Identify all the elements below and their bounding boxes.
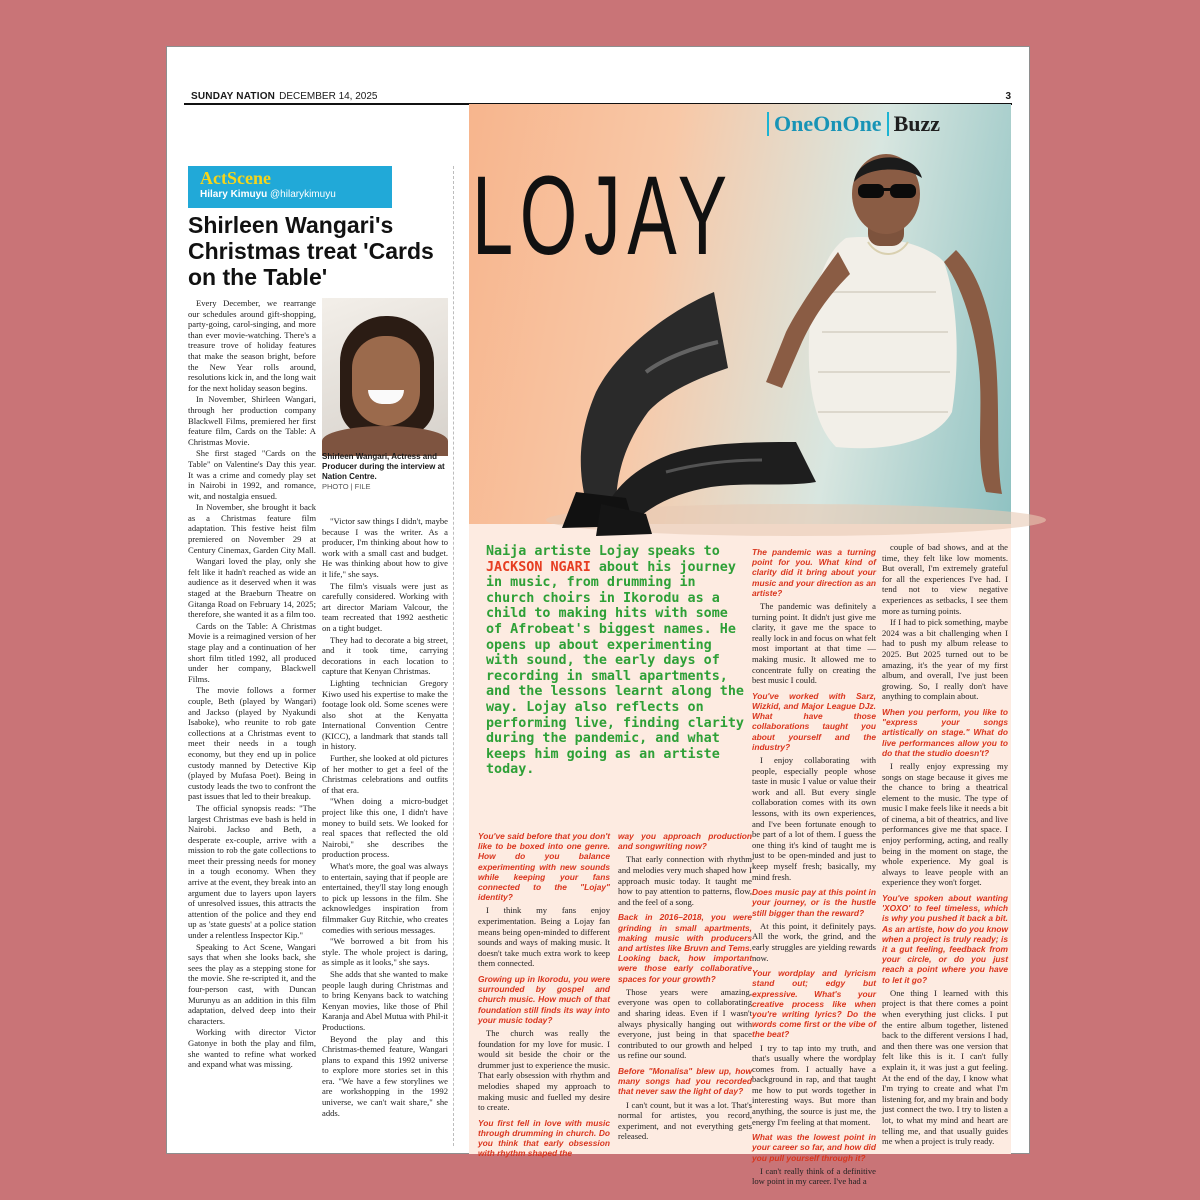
- actscene-label: [188, 166, 392, 208]
- artist-name: LOJAY: [472, 153, 734, 278]
- section-buzz: Buzz: [893, 111, 941, 136]
- interview-question: You've spoken about wanting 'XOXO' to feel timeless, which is why you pushed it back a bit. As an artiste, how do you know when a project is truly ready; is it a gut feeling, feedback from your circle, or do you just reach a point where you have to let it go?: [882, 893, 1008, 985]
- interview-answer: At this point, it definitely pays. All the work, the grind, and the early struggles are yielding rewards now.: [752, 920, 876, 963]
- interview-answer: I can't count, but it was a lot. That's normal for artistes, you record, experiment, and not everything gets released.: [618, 1099, 752, 1142]
- interview-question: Growing up in Ikorodu, you were surrounded by gospel and church music. How much of that foundation still finds its way into your music today?: [478, 973, 610, 1025]
- interview-question: Before "Monalisa" blew up, how many songs had you recorded that never saw the light of day?: [618, 1065, 752, 1097]
- interview-question: Back in 2016–2018, you were grinding in small apartments, making music with producers and artistes like Bruvn and Tems. Looking back, how important were those early collaborative spaces for your growth?: [618, 912, 752, 984]
- photo-credit: PHOTO | FILE: [322, 482, 371, 491]
- standfirst: [486, 544, 744, 778]
- photo-caption-block: [322, 452, 452, 492]
- section-label: ActScene: [200, 168, 271, 188]
- story-paragraph: In November, Shirleen Wangari, through her production company Blackwell Films, premiered her first feature film, Cards on the Table: A Christmas Movie.: [188, 394, 316, 447]
- page-number: 3: [1005, 91, 1011, 102]
- left-story-column-2: [322, 516, 448, 1150]
- story-paragraph: She first staged "Cards on the Table" on Valentine's Day this year. It was a crime and comedy play set in Nairobi in 1992, and romance, wit, and nostalgia ensued.: [188, 448, 316, 501]
- story-paragraph: The film's visuals were just as carefully considered. Working with art director Mariam Valcour, the team recreated that 1992 aesthetic on a tight budget.: [322, 580, 448, 633]
- interviewer-name: JACKSON NGARI: [486, 559, 591, 575]
- story-paragraph: The official synopsis reads: "The largest Christmas eve bash is held in Nairobi. Jackso and Beth, a desperate ex-couple, arrive with a mission to rob the gate collections to meet their pressing needs for money in a tough economy. When they arrive at the event, they break into an argument due to layers upon layers of unresolved issues, this attracts the attention of the police and they end up as 'state guests' at a police station under a relentless Inspector Kip.": [188, 802, 316, 941]
- story-paragraph: Working with director Victor Gatonye in both the play and film, she wanted to refine what worked and expand what was missing.: [188, 1027, 316, 1070]
- interview-answer: I really enjoy expressing my songs on stage because it gives me the chance to bring a theatrical element to the music. The type of music I make feels like it needs a bit of cinema, a bit of theatrics, and live performances give me that space. I enjoy performing, acting, and really being in the moment on stage, the whole experience. My goal is always to leave people with an experience they won't forget.: [882, 760, 1008, 888]
- story-paragraph: The movie follows a former couple, Beth (played by Wangari) and Jackso (played by Nyakundi Isaboke), who reunite to rob gate collections at a Christmas event to meet their needs in a tough economy, but they end up in police custody manned by Detective Kip (played by Mufasa Poet). Being in custody leads the two to confront the past issues that led to their breakup.: [188, 685, 316, 802]
- story-paragraph: She adds that she wanted to make people laugh during Christmas and to bring Kenyans back to watching Kenyan movies, like those of Phil Karanja and Abel Mutua with Phil-it Productions.: [322, 968, 448, 1032]
- feature-column-3: [752, 542, 876, 1187]
- interview-question: When you perform, you like to "express your songs artistically on stage." What do live performances allow you to do that the studio doesn't?: [882, 706, 1008, 758]
- interview-answer: The pandemic was definitely a turning point. It didn't just give me clarity, it gave me the space to really lock in and focus on what felt most important at that time — making music. It allowed me to concentrate fully on creating the best music I could.: [752, 601, 876, 686]
- publication-date: DECEMBER 14, 2025: [279, 91, 378, 102]
- story-paragraph: "Victor saw things I didn't, maybe because I was the writer. As a producer, I'm thinking about how to work with a small cast and budget. He was thinking about how to give it life," she says.: [322, 516, 448, 579]
- section-brand: [762, 108, 940, 140]
- author-handle: @hilarykimuyu: [270, 189, 336, 200]
- column-divider: [453, 166, 454, 1146]
- story-paragraph: What's more, the goal was always to entertain, saying that if people are entertained, they'll stay long enough to pick up lessons in the film. She acknowledges inspiration from filmmaker Guy Ritchie, who creates comedies with serious messages.: [322, 861, 448, 935]
- story-paragraph: Every December, we rearrange our schedules around gift-shopping, party-going, carol-singing, and more than ever movie-watching. There's a treasure trove of holiday features that make the season bright, before the New Year rolls around, resolutions kick in, and the long wait for the next holiday season begins.: [188, 298, 316, 393]
- artist-photo: [466, 142, 1012, 542]
- interview-answer: That early connection with rhythm and melodies very much shaped how I approach music today. It taught me how to pay attention to patterns, flow, and the feel of a song.: [618, 854, 752, 907]
- story-paragraph: In November, she brought it back as a Christmas feature film adaptation. This festive heist film premiered on November 29 at Century Cinemax, Garden City Mall.: [188, 502, 316, 555]
- interview-question: The pandemic was a turning point for you. What kind of clarity did it bring about your music and your direction as an artiste?: [752, 547, 876, 598]
- left-headline: Shirleen Wangari's Christmas treat 'Cards on the Table': [188, 212, 434, 290]
- story-paragraph: Further, she looked at old pictures of her mother to get a feel of the Christmas celebrations and outfits of that era.: [322, 753, 448, 795]
- publication-name: SUNDAY NATION: [191, 91, 276, 102]
- feature-column-4: [882, 542, 1008, 1150]
- interview-question: You've said before that you don't like to be boxed into one genre. How do you balance experimenting with new sounds while keeping your fans connected to the "Lojay" identity?: [478, 831, 610, 903]
- interview-answer: The church was really the foundation for my love for music. I would sit beside the choir or the drummer just to experience the music. That early obsession with rhythm and melodies shaped my approach to making music and fuelled my desire to create.: [478, 1028, 610, 1113]
- standfirst-body: about his journey in music, from drumming in church choirs in Ikorodu as a child to making hits with some of Afrobeat's biggest names. He opens up about experimenting with sound, the early days of recording in small apartments, and the lessons learnt along the way. Lojay also reflects on performing live, finding clarity during the pandemic, and what keeps him going as an artiste today.: [486, 559, 744, 778]
- section-oneonone: OneOnOne: [774, 111, 882, 136]
- portrait-photo: [322, 298, 448, 448]
- interview-answer: couple of bad shows, and at the time, they felt like low moments. But overall, I'm extremely grateful for all the experiences I've had. I tend not to view negative experiences as setbacks, I see them more as turning points.: [882, 542, 1008, 616]
- byline: [200, 187, 382, 203]
- interview-question: What was the lowest point in your career so far, and how did you pull yourself through it?: [752, 1132, 876, 1163]
- interview-answer: I can't really think of a definitive low point in my career. I've had a: [752, 1165, 876, 1187]
- interview-answer: I think my fans enjoy experimentation. Being a Lojay fan means being open-minded to different sounds and ways of making music. It doesn't take much extra work to keep them connected.: [478, 905, 610, 969]
- interview-question: Does music pay at this point in your journey, or is the hustle still bigger than the reward?: [752, 887, 876, 918]
- photo-caption: Shirleen Wangari, Actress and Producer during the interview at Nation Centre.: [322, 452, 445, 481]
- story-paragraph: Beyond the play and this Christmas-themed feature, Wangari plans to expand this 1992 universe to explore more stories set in this era. "We have a few storylines we are workshopping in the 1992 universe, we can't wait share," she adds.: [322, 1033, 448, 1118]
- story-paragraph: "We borrowed a bit from his style. The whole project is daring, as simple as it looks," she says.: [322, 936, 448, 968]
- story-paragraph: Cards on the Table: A Christmas Movie is a reimagined version of her stage play and a continuation of her short film titled 1992, all produced under her company, Blackwell Films.: [188, 620, 316, 684]
- interview-answer: I enjoy collaborating with people, especially people whose taste in music I value or value their work and all. But every single collaboration comes with its own lessons, with its own experiences, and I've been fortunate enough to be part of a lot of them. I guess the one thing it's kind of taught me is just to be open-minded and just to keep myself fresh; basically, my mind fresh.: [752, 754, 876, 882]
- interview-answer: I try to tap into my truth, and that's usually where the wordplay comes from. I actually have a background in rap, and that taught me how to put words together in interesting ways. But more than anything, the source is just me, the energy I'm feeling at that moment.: [752, 1042, 876, 1127]
- interview-answer: If I had to pick something, maybe 2024 was a bit challenging when I had to push my album release to 2025. But 2025 turned out to be amazing, it's the year of my first album, and overall, I've just been growing. So, I really don't have anything to complain about.: [882, 617, 1008, 702]
- story-paragraph: Wangari loved the play, only she felt like it hadn't reached as wide an audience as it deserved when it was staged at the Braeburn Theatre on Gitanga Road on February 14, 2025; therefore, she wanted it as a film too.: [188, 556, 316, 620]
- feature-column-1: [478, 826, 610, 1159]
- interview-question: Your wordplay and lyricism stand out; edgy but expressive. What's your creative process like when you're writing lyrics? Do the words come first or the vibe of the beat?: [752, 968, 876, 1040]
- story-paragraph: Lighting technician Gregory Kiwo used his expertise to make the footage look old. Some scenes were also shot at the Kenyatta International Convention Centre (KICC), a landmark that stands tall in history.: [322, 677, 448, 752]
- interview-answer: One thing I learned with this project is that there comes a point when everything just clicks. I put the entire album together, listened back to the different versions I had, and then there was one version that felt like this is it. I can't fully explain it, it was just a gut feeling. At the end of the day, I know what I'm trying to create and what I'm listening for, and my brain and body just connect the two. I try to listen a lot, to what my mind and heart are telling me, and that usually guides me when a project is truly ready.: [882, 987, 1008, 1147]
- interview-question: You first fell in love with music through drumming in church. Do you think that early obsession with rhythm shaped the: [478, 1117, 610, 1159]
- left-story-column-1: [188, 298, 316, 1150]
- interview-question: You've worked with Sarz, Wizkid, and Major League DJz. What have those collaborations taught you about yourself and the industry?: [752, 690, 876, 752]
- feature-column-2: [618, 826, 752, 1150]
- author-name: Hilary Kimuyu: [200, 189, 268, 200]
- interview-question: way you approach production and songwriting now?: [618, 831, 752, 852]
- story-paragraph: They had to decorate a big street, and it took time, carrying decorations in each location to capture that Kenyan Christmas.: [322, 634, 448, 677]
- story-paragraph: Speaking to Act Scene, Wangari says that when she looks back, she sees the play as a stepping stone for the movie. She re-scripted it, and the four-person cast, with Duncan Murunyu as an addition in this film adaptation, delved deep into their characters.: [188, 941, 316, 1026]
- standfirst-intro: Naija artiste Lojay speaks to: [486, 544, 720, 559]
- story-paragraph: "When doing a micro-budget project like this one, I didn't have money to build sets. We looked for real spaces that reflected the old Nairobi," she describes the production process.: [322, 796, 448, 860]
- layout-frame: [166, 46, 1030, 1187]
- interview-answer: Those years were amazing, everyone was open to collaborating and sharing ideas. Even if I wasn't always physically hanging out with everyone, just being in that space contributed to our growth and helped us refine our sound.: [618, 986, 752, 1061]
